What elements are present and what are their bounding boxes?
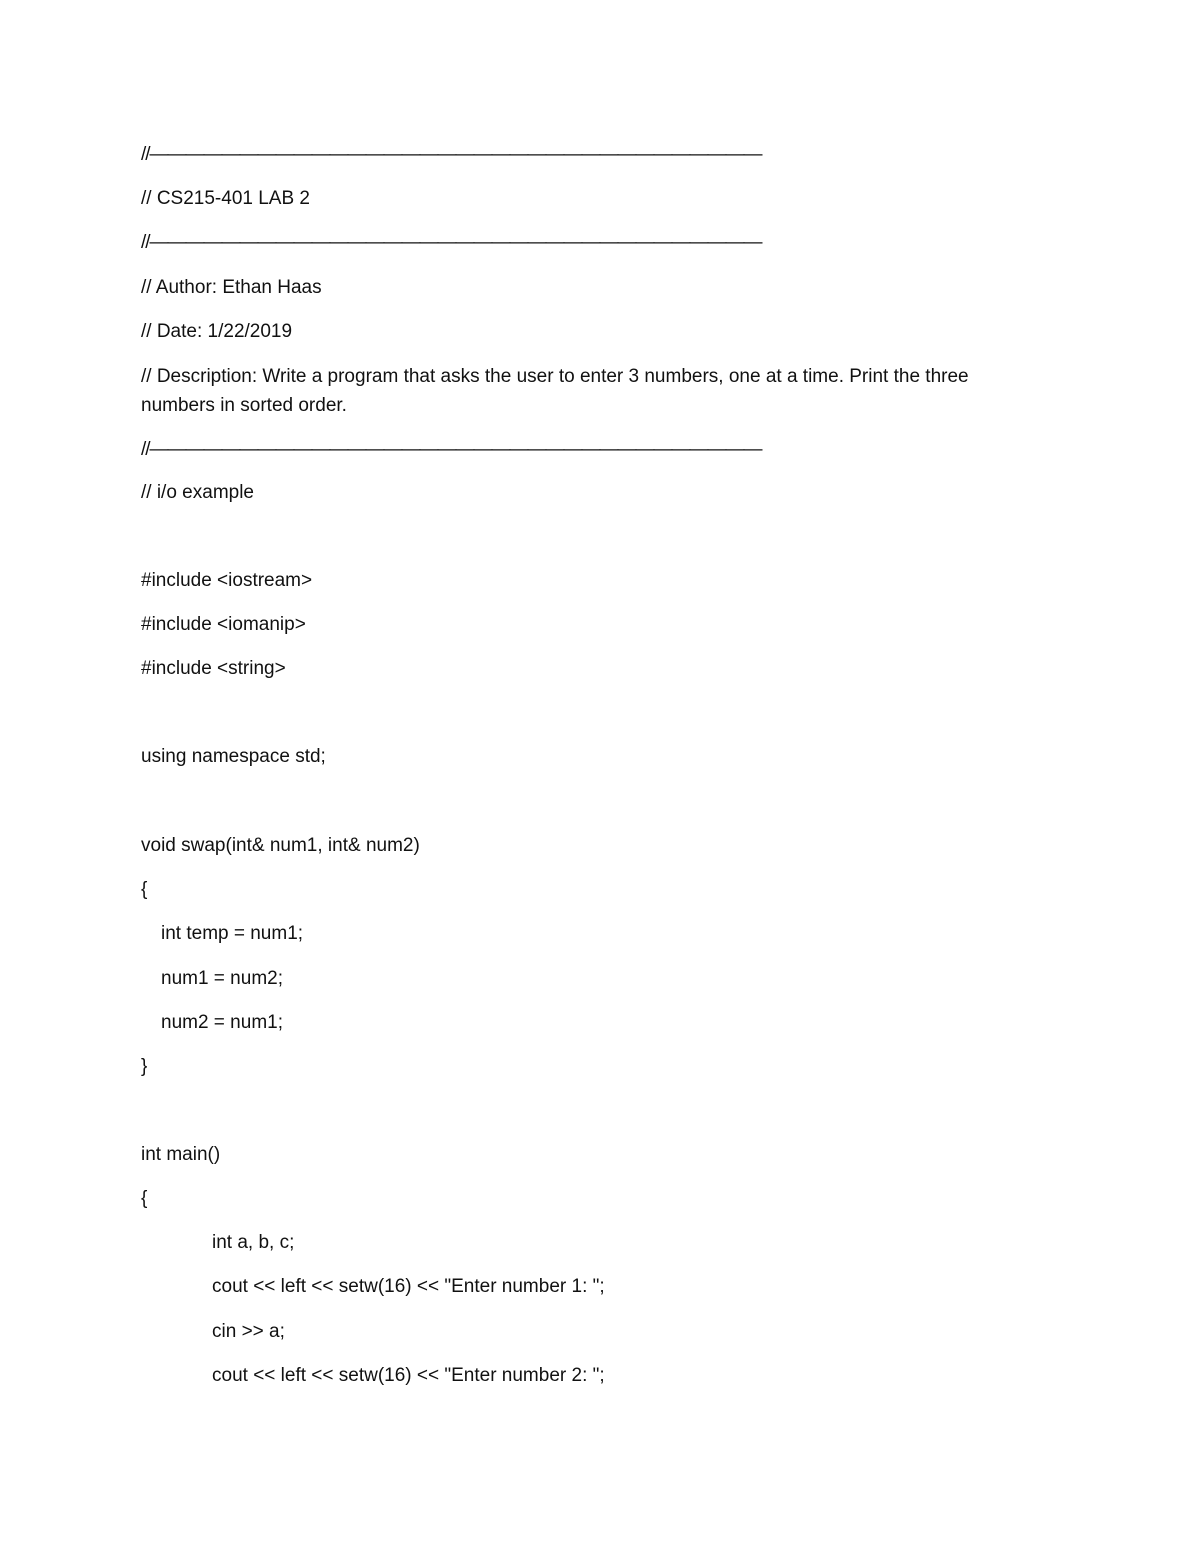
- io-example-line: // i/o example: [141, 482, 254, 503]
- swap-open-brace: {: [141, 879, 148, 900]
- main-body-line: int a, b, c;: [212, 1232, 295, 1253]
- author-line: // Author: Ethan Haas: [141, 277, 322, 298]
- course-line: // CS215-401 LAB 2: [141, 188, 310, 209]
- include-line: #include <iostream>: [141, 570, 313, 591]
- date-line: // Date: 1/22/2019: [141, 321, 293, 342]
- header-rule: //——————————————————————————————————: [141, 144, 762, 165]
- using-namespace-line: using namespace std;: [141, 746, 326, 767]
- swap-body-line: num1 = num2;: [161, 968, 283, 989]
- swap-body-line: num2 = num1;: [161, 1012, 283, 1033]
- include-line: #include <string>: [141, 658, 286, 679]
- header-rule: //——————————————————————————————————: [141, 439, 762, 460]
- swap-body-line: int temp = num1;: [161, 923, 304, 944]
- swap-signature: void swap(int& num1, int& num2): [141, 835, 420, 856]
- main-body-line: cout << left << setw(16) << "Enter number 1: ";: [212, 1276, 605, 1297]
- main-signature: int main(): [141, 1144, 221, 1165]
- main-body-line: cout << left << setw(16) << "Enter number 2: ";: [212, 1365, 605, 1386]
- swap-close-brace: }: [141, 1056, 148, 1077]
- header-rule: //——————————————————————————————————: [141, 232, 762, 253]
- main-body-line: cin >> a;: [212, 1321, 285, 1342]
- include-line: #include <iomanip>: [141, 614, 306, 635]
- main-open-brace: {: [141, 1188, 148, 1209]
- description-line: // Description: Write a program that asks the user to enter 3 numbers, one at a time. Print the three numbers in sorted order.: [141, 366, 969, 416]
